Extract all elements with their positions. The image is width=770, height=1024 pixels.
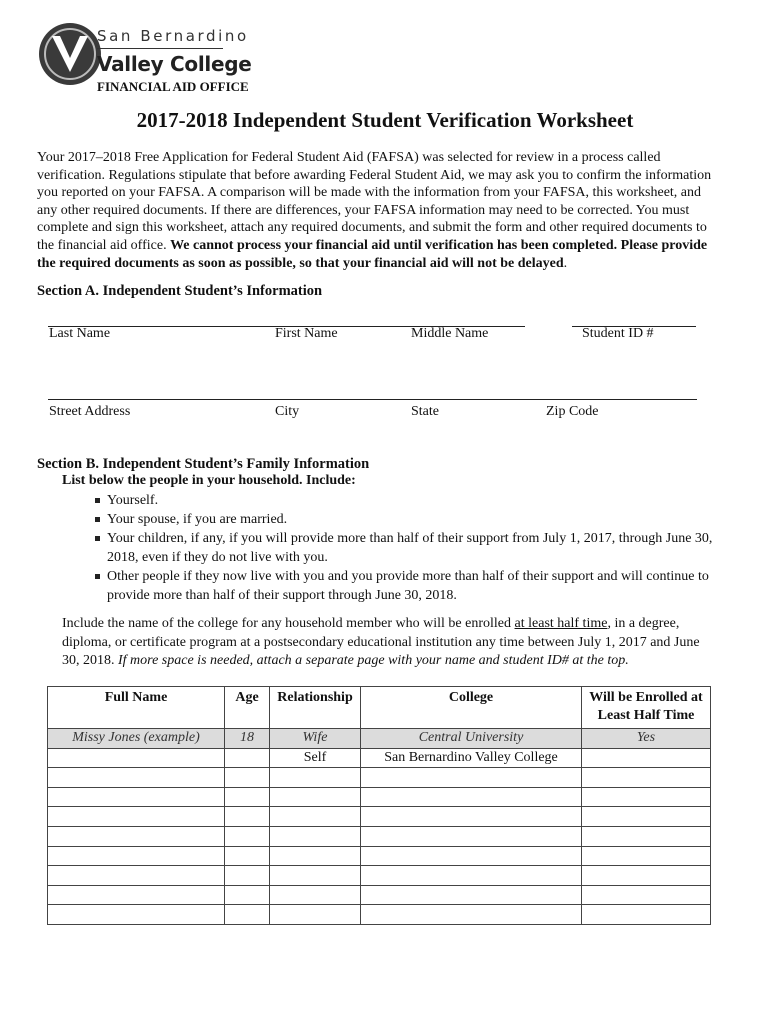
relationship-cell[interactable]: [270, 787, 361, 807]
full-name-cell[interactable]: [48, 748, 225, 768]
example-relationship: Wife: [270, 729, 361, 749]
relationship-cell[interactable]: Self: [270, 748, 361, 768]
half-time-header: Will be Enrolled at Least Half Time: [582, 687, 711, 729]
table-row: [48, 866, 711, 886]
college-cell[interactable]: [361, 807, 582, 827]
college-logo-icon: [38, 22, 102, 86]
college-cell[interactable]: [361, 768, 582, 788]
section-a-title: Section A. Independent Student’s Information: [37, 283, 323, 299]
section-b-subtitle: List below the people in your household. Include:: [62, 473, 356, 488]
relationship-cell[interactable]: [270, 885, 361, 905]
example-college: Central University: [361, 729, 582, 749]
full-name-cell[interactable]: [48, 787, 225, 807]
relationship-cell[interactable]: [270, 866, 361, 886]
college-cell[interactable]: San Bernardino Valley College: [361, 748, 582, 768]
example-half-time: Yes: [582, 729, 711, 749]
intro-paragraph: [37, 149, 723, 272]
full-name-cell[interactable]: [48, 885, 225, 905]
list-item-text: Your spouse, if you are married.: [107, 512, 288, 527]
example-age: 18: [225, 729, 270, 749]
table-row: [48, 787, 711, 807]
household-table: [47, 686, 711, 925]
bullet-icon: [95, 517, 100, 522]
half-time-cell[interactable]: [582, 846, 711, 866]
full-name-cell[interactable]: [48, 866, 225, 886]
student-id-label: Student ID #: [582, 326, 654, 341]
table-header-row: [48, 687, 711, 729]
table-row: [48, 905, 711, 925]
college-name-main: Valley College: [97, 52, 252, 76]
table-row: [48, 768, 711, 788]
college-name-top: San Bernardino: [97, 27, 249, 45]
extra-space-note: If more space is needed, attach a separate page with your name and student ID# at the top.: [118, 653, 629, 668]
section-b-title: Section B. Independent Student’s Family Information: [37, 456, 370, 472]
state-label: State: [411, 404, 439, 419]
zip-code-label: Zip Code: [546, 404, 599, 419]
example-full-name: Missy Jones (example): [48, 729, 225, 749]
table-row: [48, 826, 711, 846]
half-time-underline: at least half time: [514, 616, 608, 631]
full-name-header: Full Name: [48, 687, 225, 729]
half-time-cell[interactable]: [582, 787, 711, 807]
college-name-rule: [97, 48, 223, 49]
relationship-cell[interactable]: [270, 846, 361, 866]
list-item-text: Yourself.: [107, 493, 159, 508]
half-time-cell[interactable]: [582, 866, 711, 886]
office-name: FINANCIAL AID OFFICE: [97, 79, 249, 94]
age-cell[interactable]: [225, 885, 270, 905]
age-cell[interactable]: [225, 846, 270, 866]
list-item: [93, 567, 718, 605]
age-cell[interactable]: [225, 787, 270, 807]
instructions-text-2: , in a degree, diploma, or certificate program at a postsecondary educational institution any time between July 1, 2017 and June 30, 2018.: [62, 616, 700, 668]
list-item-text: Other people if they now live with you and you provide more than half of their support and will continue to provide more than half of their support through June 30, 2018.: [107, 569, 709, 603]
table-row: [48, 748, 711, 768]
college-cell[interactable]: [361, 866, 582, 886]
college-cell[interactable]: [361, 905, 582, 925]
list-item: [93, 491, 718, 510]
half-time-cell[interactable]: [582, 748, 711, 768]
age-cell[interactable]: [225, 768, 270, 788]
list-item-text: Your children, if any, if you will provide more than half of their support from July 1, 2017, through June 30, 2018, even if they do not live with you.: [107, 531, 713, 565]
middle-name-label: Middle Name: [411, 326, 489, 341]
full-name-cell[interactable]: [48, 846, 225, 866]
bullet-icon: [95, 574, 100, 579]
half-time-cell[interactable]: [582, 807, 711, 827]
household-include-list: [93, 491, 718, 605]
college-cell[interactable]: [361, 826, 582, 846]
age-cell[interactable]: [225, 866, 270, 886]
age-cell[interactable]: [225, 807, 270, 827]
page-title: 2017-2018 Independent Student Verification Worksheet: [136, 108, 634, 132]
address-fields-line[interactable]: [48, 399, 697, 400]
college-header: College: [361, 687, 582, 729]
full-name-cell[interactable]: [48, 905, 225, 925]
half-time-cell[interactable]: [582, 905, 711, 925]
table-row: [48, 885, 711, 905]
half-time-cell[interactable]: [582, 826, 711, 846]
example-row: [48, 729, 711, 749]
full-name-cell[interactable]: [48, 768, 225, 788]
relationship-cell[interactable]: [270, 905, 361, 925]
relationship-cell[interactable]: [270, 807, 361, 827]
full-name-cell[interactable]: [48, 807, 225, 827]
age-cell[interactable]: [225, 826, 270, 846]
age-cell[interactable]: [225, 748, 270, 768]
instructions-text: Include the name of the college for any household member who will be enrolled: [62, 616, 515, 631]
half-time-cell[interactable]: [582, 885, 711, 905]
bullet-icon: [95, 536, 100, 541]
street-address-label: Street Address: [49, 404, 131, 419]
table-row: [48, 807, 711, 827]
last-name-label: Last Name: [49, 326, 111, 341]
list-item: [93, 529, 718, 567]
list-item: [93, 510, 718, 529]
relationship-cell[interactable]: [270, 768, 361, 788]
bullet-icon: [95, 498, 100, 503]
half-time-cell[interactable]: [582, 768, 711, 788]
age-header: Age: [225, 687, 270, 729]
college-cell[interactable]: [361, 787, 582, 807]
city-label: City: [275, 404, 300, 419]
age-cell[interactable]: [225, 905, 270, 925]
college-instructions: [62, 615, 717, 671]
table-row: [48, 846, 711, 866]
intro-bold-text: We cannot process your financial aid until verification has been completed. Please provide the required documents as soon as possible, so that your financial aid will not be delayed: [37, 237, 708, 271]
intro-text: Your 2017–2018 Free Application for Federal Student Aid (FAFSA) was selected for review in a process called verification. Regulations stipulate that before awarding Federal Student Aid, we may ask you to confirm the information you reported on your FAFSA. A comparison will be made with the information from your FAFSA, this worksheet, and any other required documents. If there are differences, your FAFSA information may need to be corrected. You must complete and sign this worksheet, attach any required documents, and submit the form and other required documents to the financial aid office.: [37, 150, 712, 253]
intro-end: .: [563, 255, 568, 271]
college-cell[interactable]: [361, 846, 582, 866]
relationship-header: Relationship: [270, 687, 361, 729]
college-cell[interactable]: [361, 885, 582, 905]
first-name-label: First Name: [275, 326, 338, 341]
relationship-cell[interactable]: [270, 826, 361, 846]
full-name-cell[interactable]: [48, 826, 225, 846]
